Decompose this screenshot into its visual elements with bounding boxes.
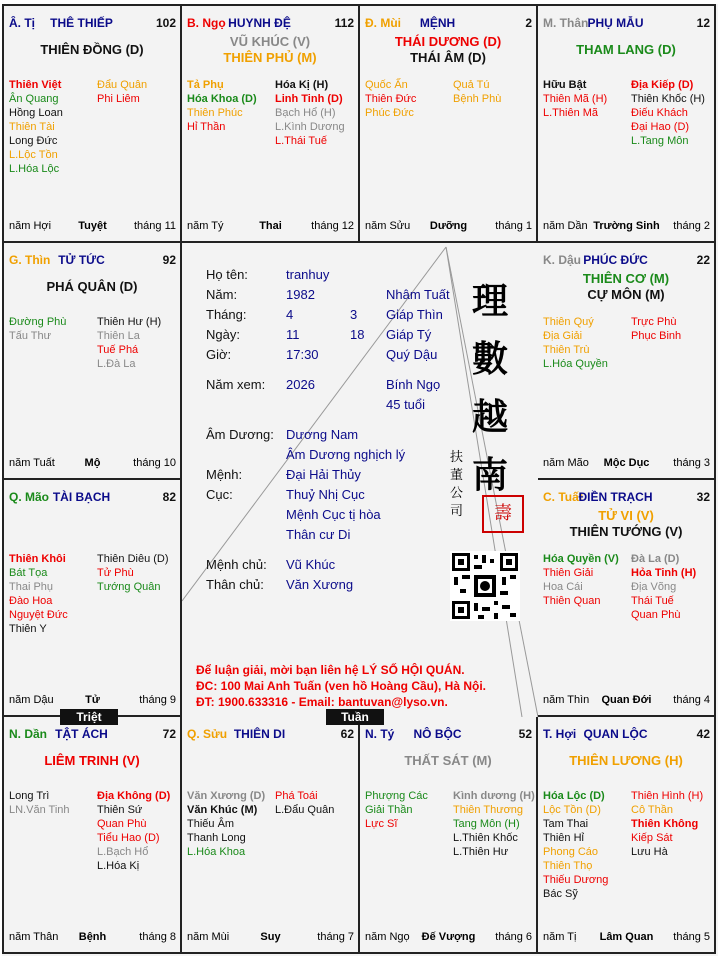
left-stars-column — [543, 315, 608, 371]
calligraphy-char: 數 — [472, 338, 509, 380]
right-stars-column — [275, 78, 345, 148]
minor-star: L.Thiên Khốc — [453, 832, 518, 844]
palace-cycle: Đế Vượng — [421, 931, 476, 943]
triet-tag: Triệt — [60, 709, 118, 725]
palace-month: tháng 9 — [139, 694, 176, 706]
palace-footer — [365, 220, 532, 233]
small-calligraphy — [450, 449, 466, 521]
palace-title: TÀI BẠCH — [52, 490, 111, 504]
minor-star: Quốc Ấn — [365, 79, 408, 91]
palace-footer — [365, 931, 532, 944]
palace-title: THIÊN DI — [233, 727, 286, 741]
palace-cycle: Suy — [260, 931, 281, 943]
minor-star: Quan Phù — [97, 818, 147, 830]
minor-star: Thiên Thọ — [543, 860, 593, 872]
minor-star: Đà La (D) — [631, 553, 680, 565]
minor-star: Tướng Quân — [97, 581, 161, 593]
palace-header — [543, 253, 710, 269]
left-stars-column — [365, 789, 428, 831]
nam-can-chi: Nhâm Tuất — [386, 287, 450, 302]
palace-number: 92 — [162, 253, 176, 267]
palace-month: tháng 4 — [673, 694, 710, 706]
minor-star: Hồng Loan — [9, 107, 63, 119]
palace-header — [9, 727, 176, 743]
minor-star: Trực Phù — [631, 316, 677, 328]
minor-star: L.Đà La — [97, 358, 136, 370]
minor-star: Tiểu Hao (D) — [97, 832, 160, 844]
minor-star: L.Hóa Khoa — [187, 846, 246, 858]
minor-star: Hỏa Tinh (H) — [631, 567, 697, 579]
thang-label: Tháng: — [206, 307, 247, 322]
palace-header — [187, 727, 354, 743]
palace-cell — [538, 480, 716, 717]
palace-cycle: Mộc Dục — [603, 457, 650, 469]
palace-footer — [543, 931, 710, 944]
right-stars-column — [631, 315, 681, 343]
palace-month: tháng 5 — [673, 931, 710, 943]
minor-star: Hoa Cái — [543, 581, 583, 593]
palace-cycle: Lâm Quan — [599, 931, 654, 943]
minor-star: L.Hóa Quyền — [543, 358, 608, 370]
minor-star: Long Trì — [9, 790, 50, 802]
minor-star: Quả Tú — [453, 79, 490, 91]
minor-star: Hóa Kị (H) — [275, 79, 329, 91]
palace-header — [9, 253, 176, 269]
palace-year: năm Mùi — [187, 931, 230, 943]
minor-star: Hóa Khoa (D) — [187, 93, 257, 105]
minor-star: Nguyệt Đức — [9, 609, 68, 621]
minor-star: Phượng Các — [365, 790, 428, 802]
palace-number: 82 — [162, 490, 176, 504]
nam-xem-label: Năm xem: — [206, 377, 266, 392]
minor-star: L.Kình Dương — [275, 121, 345, 133]
palace-number: 52 — [518, 727, 532, 741]
palace-year: năm Mão — [543, 457, 589, 469]
palace-number: 102 — [155, 16, 176, 30]
major-star: THAM LANG (D) — [576, 42, 676, 57]
right-stars-column — [275, 789, 334, 817]
menh-chu-label: Mệnh chủ: — [206, 557, 267, 572]
palace-title: MỆNH — [419, 16, 456, 30]
minor-star: Phục Binh — [631, 330, 682, 342]
nam-value: 1982 — [286, 287, 315, 302]
palace-cycle: Quan Đới — [601, 694, 652, 706]
right-stars-column — [453, 78, 501, 106]
palace-year: năm Ngọ — [365, 931, 410, 943]
minor-star: L.Đẩu Quân — [275, 804, 335, 816]
tuan-tag: Tuần — [326, 709, 384, 725]
small-char: 扶 — [450, 450, 464, 465]
palace-header — [9, 16, 176, 32]
palace-cell — [182, 4, 360, 243]
menh-value: Đại Hải Thủy — [286, 467, 361, 482]
minor-star: Thiên Trù — [543, 344, 590, 356]
palace-branch: K. Dậu — [543, 253, 582, 267]
minor-star: Hỉ Thần — [187, 121, 226, 133]
palace-year: năm Thìn — [543, 694, 590, 706]
palace-month: tháng 7 — [317, 931, 354, 943]
palace-title: TẬT ÁCH — [55, 727, 108, 741]
palace-month: tháng 12 — [311, 220, 354, 232]
minor-star: Bát Tọa — [9, 567, 48, 579]
right-stars-column — [631, 552, 696, 622]
palace-branch: N. Tý — [365, 727, 395, 741]
minor-star: Lưu Hà — [631, 846, 668, 858]
minor-star: Đào Hoa — [9, 595, 53, 607]
palace-cell — [182, 717, 360, 954]
nam-xem-value: 2026 — [286, 377, 315, 392]
palace-cell — [2, 480, 182, 717]
palace-cell — [360, 4, 538, 243]
palace-cycle: Tử — [85, 694, 100, 706]
minor-star: Điếu Khách — [631, 107, 688, 119]
minor-star: Địa Võng — [631, 581, 677, 593]
palace-header — [365, 16, 532, 32]
minor-star: Tả Phụ — [187, 79, 224, 91]
palace-footer — [9, 220, 176, 233]
thang-value: 4 — [286, 307, 294, 322]
palace-cell — [2, 243, 182, 480]
minor-star: Thiên Không — [631, 818, 699, 830]
palace-footer — [543, 694, 710, 707]
calligraphy-char: 理 — [472, 280, 509, 322]
red-seal: 壽 — [482, 495, 524, 533]
palace-title: QUAN LỘC — [583, 727, 648, 741]
gio-value: 17:30 — [286, 347, 319, 362]
major-star: CỰ MÔN (M) — [587, 287, 665, 302]
nam-xem-can-chi: Bính Ngọ — [386, 377, 441, 392]
palace-cell — [538, 243, 716, 480]
minor-star: Giải Thần — [365, 804, 413, 816]
palace-title: ĐIỀN TRẠCH — [578, 490, 653, 504]
palace-month: tháng 8 — [139, 931, 176, 943]
palace-header — [9, 490, 176, 506]
palace-cycle: Thai — [259, 220, 282, 232]
major-star: TỬ VI (V) — [598, 508, 654, 523]
minor-star: Địa Giải — [543, 330, 583, 342]
right-stars-column — [453, 789, 535, 859]
palace-title: NÔ BỘC — [413, 727, 462, 741]
minor-star: Bạch Hổ (H) — [275, 107, 336, 119]
right-stars-column — [97, 315, 161, 371]
palace-cell — [538, 4, 716, 243]
minor-star: Thiên Sứ — [97, 804, 143, 816]
palace-title: HUYNH ĐỆ — [228, 16, 291, 30]
palace-number: 32 — [696, 490, 710, 504]
minor-star: Lộc Tồn (D) — [543, 804, 601, 816]
gio-can-chi: Quý Dậu — [386, 347, 438, 362]
major-star: THẤT SÁT (M) — [404, 753, 492, 768]
palace-title: TỬ TỨC — [58, 253, 105, 267]
minor-star: Địa Không (D) — [97, 790, 171, 802]
minor-star: Thiên Thương — [453, 804, 524, 816]
palace-footer — [187, 931, 354, 944]
palace-branch: Ȃ. Tị — [9, 16, 35, 30]
palace-year: năm Tý — [187, 220, 224, 232]
major-star: VŨ KHÚC (V) — [229, 34, 311, 49]
palace-footer — [543, 457, 710, 470]
major-star: THÁI ÂM (D) — [410, 50, 486, 65]
minor-star: L.Thái Tuế — [275, 135, 327, 147]
minor-star: Đại Hao (D) — [631, 121, 690, 133]
left-stars-column — [9, 78, 63, 176]
palace-title: THÊ THIẾP — [50, 16, 113, 30]
menh-chu-value: Vũ Khúc — [286, 557, 336, 572]
right-stars-column — [97, 552, 169, 594]
palace-header — [543, 490, 710, 506]
major-star: THIÊN PHỦ (M) — [223, 50, 317, 65]
minor-star: Tam Thai — [543, 818, 589, 830]
major-star: THIÊN ĐỒNG (D) — [40, 42, 144, 57]
minor-star: Thiên Việt — [9, 79, 62, 91]
palace-cell — [2, 717, 182, 954]
minor-star: Ân Quang — [9, 93, 59, 105]
contact-line-2: ĐC: 100 Mai Anh Tuấn (ven hồ Hoàng Cầu), Hà Nội. — [196, 679, 487, 693]
palace-title: PHỤ MẪU — [587, 16, 644, 30]
palace-header — [365, 727, 532, 743]
minor-star: Tuế Phá — [97, 344, 139, 356]
thang-am-value: 3 — [350, 307, 358, 322]
minor-star: Thiên Đức — [365, 93, 417, 105]
left-stars-column — [9, 789, 70, 817]
palace-branch: B. Ngọ — [187, 16, 226, 30]
palace-month: tháng 1 — [495, 220, 532, 232]
palace-cell — [360, 717, 538, 954]
am-duong-note: Âm Dương nghịch lý — [286, 447, 406, 462]
minor-star: Phá Toái — [275, 790, 318, 802]
minor-star: Phi Liêm — [97, 93, 140, 105]
left-stars-column — [365, 78, 416, 120]
left-stars-column — [543, 789, 608, 901]
palace-footer — [9, 694, 176, 707]
minor-star: Thai Phụ — [9, 581, 54, 593]
palace-year: năm Dậu — [9, 694, 54, 706]
left-stars-column — [9, 315, 66, 343]
minor-star: Hóa Quyền (V) — [543, 553, 619, 565]
calligraphy-char: 越 — [472, 396, 509, 438]
left-stars-column — [187, 78, 257, 134]
minor-star: Thiên Quan — [543, 595, 601, 607]
palace-number: 22 — [696, 253, 710, 267]
major-star: THÁI DƯƠNG (D) — [394, 34, 502, 49]
palace-number: 112 — [334, 16, 354, 30]
palace-year: năm Tuất — [9, 457, 55, 469]
palace-cell — [2, 4, 182, 243]
contact-line-3: ĐT: 1900.633316 - Email: bantuvan@lyso.vn. — [196, 695, 448, 709]
palace-branch: C. Tuất — [543, 490, 583, 504]
palace-footer — [543, 220, 710, 233]
minor-star: Thiên La — [97, 330, 140, 342]
qr-code — [450, 551, 520, 621]
minor-star: Thiên Y — [9, 623, 47, 635]
palace-header — [187, 16, 354, 32]
palace-footer — [187, 220, 354, 233]
center-info-panel — [182, 243, 538, 717]
minor-star: L.Lộc Tồn — [9, 149, 58, 161]
contact-line-1: Để luận giải, mời bạn liên hệ LÝ SỐ HỘI QUÁN. — [196, 663, 465, 677]
minor-star: Thanh Long — [187, 832, 246, 844]
minor-star: Kình dương (H) — [453, 790, 535, 802]
palace-branch: G. Thìn — [9, 253, 51, 267]
minor-star: Tấu Thư — [9, 330, 52, 342]
minor-star: L.Thiên Hư — [453, 846, 509, 858]
left-stars-column — [9, 552, 68, 636]
minor-star: Thiên Phúc — [187, 107, 243, 119]
than-cu: Thân cư Di — [286, 527, 351, 542]
minor-star: Lực Sĩ — [365, 818, 398, 830]
palace-title: PHÚC ĐỨC — [583, 253, 648, 267]
minor-star: Bác Sỹ — [543, 888, 578, 900]
palace-cell — [538, 717, 716, 954]
right-stars-column — [97, 789, 170, 873]
tuoi-value: 45 tuổi — [386, 397, 426, 412]
minor-star: Hóa Lộc (D) — [543, 790, 605, 802]
left-stars-column — [543, 552, 619, 608]
minor-star: L.Hóa Kị — [97, 860, 140, 872]
thang-can-chi: Giáp Thìn — [386, 307, 443, 322]
major-star: THIÊN LƯƠNG (H) — [569, 753, 683, 768]
than-chu-label: Thân chủ: — [206, 577, 264, 592]
palace-month: tháng 2 — [673, 220, 710, 232]
minor-star: Hữu Bật — [543, 79, 587, 91]
palace-branch: N. Dần — [9, 727, 48, 741]
small-char: 司 — [450, 504, 464, 519]
ho-ten-label: Họ tên: — [206, 267, 248, 282]
minor-star: Tử Phù — [97, 567, 134, 579]
ngay-can-chi: Giáp Tý — [386, 327, 432, 342]
minor-star: Kiếp Sát — [631, 832, 673, 844]
minor-star: Đẩu Quân — [97, 79, 148, 91]
cuc-value: Thuỷ Nhị Cục — [286, 487, 365, 502]
right-stars-column — [631, 78, 705, 148]
palace-branch: M. Thân — [543, 16, 589, 30]
left-stars-column — [543, 78, 607, 120]
major-star: LIÊM TRINH (V) — [44, 753, 140, 768]
nam-label: Năm: — [206, 287, 238, 302]
minor-star: Cô Thần — [631, 804, 673, 816]
palace-footer — [9, 457, 176, 470]
palace-year: năm Hợi — [9, 220, 52, 232]
palace-footer — [9, 931, 176, 944]
small-char: 董 — [450, 468, 464, 483]
palace-branch: Q. Mão — [9, 490, 50, 504]
minor-star: L.Bạch Hổ — [97, 846, 149, 858]
minor-star: Thiên Khôi — [9, 553, 66, 565]
palace-cycle: Dưỡng — [429, 220, 468, 232]
minor-star: Thiếu Âm — [187, 818, 235, 830]
minor-star: L.Hóa Lộc — [9, 163, 60, 175]
palace-number: 12 — [696, 16, 710, 30]
ngay-label: Ngày: — [206, 327, 240, 342]
minor-star: L.Thiên Mã — [543, 107, 599, 119]
palace-year: năm Thân — [9, 931, 59, 943]
minor-star: Thiên Giải — [543, 567, 594, 579]
gio-label: Giờ: — [206, 347, 232, 362]
minor-star: Thiên Quý — [543, 316, 594, 328]
minor-star: Phúc Đức — [365, 107, 414, 119]
minor-star: Thiên Diêu (D) — [97, 553, 169, 565]
minor-star: Thiên Tài — [9, 121, 55, 133]
right-stars-column — [631, 789, 703, 859]
major-star: THIÊN TƯỚNG (V) — [569, 524, 683, 539]
palace-year: năm Sửu — [365, 220, 411, 232]
cuc-label: Cục: — [206, 487, 233, 502]
am-duong-value: Dương Nam — [286, 427, 359, 442]
right-stars-column — [97, 78, 147, 106]
left-stars-column — [187, 789, 265, 859]
minor-star: L.Tang Môn — [631, 135, 689, 147]
am-duong-label: Âm Dương: — [206, 427, 274, 442]
ngay-am-value: 18 — [350, 327, 365, 342]
minor-star: Phong Cáo — [543, 846, 599, 858]
minor-star: Bệnh Phù — [453, 93, 502, 105]
minor-star: Long Đức — [9, 135, 58, 147]
ho-ten-value: tranhuy — [286, 267, 330, 282]
palace-number: 72 — [162, 727, 176, 741]
than-chu-value: Văn Xương — [286, 577, 354, 592]
major-star: THIÊN CƠ (M) — [582, 271, 670, 286]
palace-month: tháng 3 — [673, 457, 710, 469]
minor-star: Thái Tuế — [631, 595, 674, 607]
minor-star: LN.Văn Tinh — [9, 804, 70, 816]
minor-star: Thiên Hư (H) — [97, 316, 162, 328]
minor-star: Thiên Hỉ — [543, 832, 584, 844]
minor-star: Văn Khúc (M) — [187, 804, 258, 816]
palace-number: 62 — [340, 727, 354, 741]
minor-star: Thiên Khốc (H) — [631, 93, 705, 105]
minor-star: Thiếu Dương — [543, 874, 609, 886]
minor-star: Tang Môn (H) — [453, 818, 520, 830]
calligraphy-char: 南 — [472, 454, 509, 496]
palace-month: tháng 10 — [133, 457, 176, 469]
minor-star: Thiên Mã (H) — [543, 93, 608, 105]
minor-star: Thiên Hình (H) — [631, 790, 704, 802]
minor-star: Văn Xương (D) — [187, 790, 266, 802]
palace-branch: Đ. Mùi — [365, 16, 401, 30]
cuc-note: Mệnh Cục tị hòa — [286, 507, 381, 522]
small-char: 公 — [450, 486, 464, 501]
major-star: PHÁ QUÂN (D) — [46, 279, 138, 294]
menh-label: Mệnh: — [206, 467, 243, 482]
horoscope-chart — [2, 4, 718, 956]
palace-cycle: Bệnh — [78, 931, 107, 943]
minor-star: Quan Phù — [631, 609, 681, 621]
palace-header — [543, 16, 710, 32]
ngay-value: 11 — [286, 327, 300, 342]
palace-year: năm Tị — [543, 931, 577, 943]
minor-star: Đường Phù — [9, 316, 67, 328]
palace-month: tháng 11 — [133, 220, 176, 232]
palace-cycle: Tuyệt — [78, 220, 107, 232]
minor-star: Địa Kiếp (D) — [631, 79, 694, 91]
palace-number: 2 — [525, 16, 532, 30]
palace-cycle: Trường Sinh — [593, 220, 660, 232]
palace-header — [543, 727, 710, 743]
palace-cycle: Mộ — [84, 457, 101, 469]
palace-month: tháng 6 — [495, 931, 532, 943]
palace-branch: T. Hợi — [543, 727, 577, 741]
palace-year: năm Dần — [543, 220, 588, 232]
minor-star: Linh Tinh (D) — [275, 93, 343, 105]
palace-branch: Q. Sửu — [187, 727, 228, 741]
calligraphy-column — [472, 273, 522, 505]
palace-number: 42 — [696, 727, 710, 741]
